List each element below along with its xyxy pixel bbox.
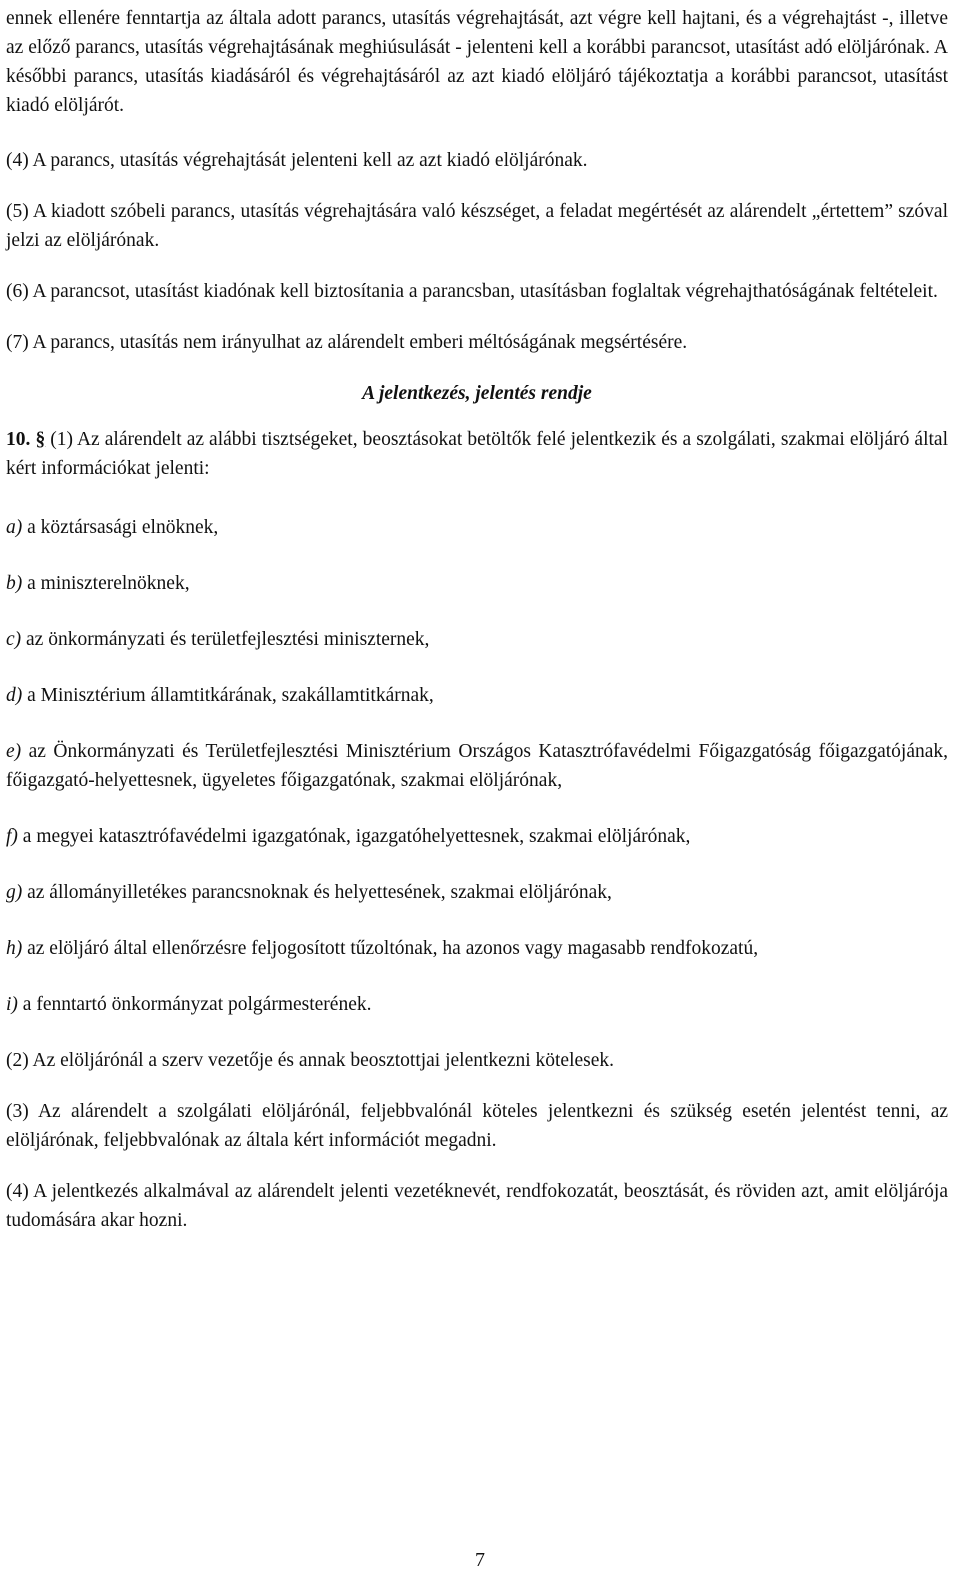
section-number: 10. (6, 429, 31, 450)
list-item (6, 822, 948, 851)
list-item-text: az elöljáró által ellenőrzésre feljogosított tűzoltónak, ha azonos vagy magasabb rendfokozatú, (27, 938, 759, 959)
list-item-text: a Minisztérium államtitkárának, szakállamtitkárnak, (27, 685, 434, 706)
list-item-letter: b) (6, 573, 23, 594)
list-item-text: a megyei katasztrófavédelmi igazgatónak, igazgatóhelyettesnek, szakmai elöljárónak, (22, 826, 691, 847)
recipient-list (6, 513, 948, 1019)
list-item (6, 569, 948, 598)
section-sign: § (35, 429, 46, 450)
paragraph-7: (7) A parancs, utasítás nem irányulhat az alárendelt emberi méltóságának megsértésére. (6, 332, 688, 353)
paragraph-5: (5) A kiadott szóbeli parancs, utasítás végrehajtására való készséget, a feladat megértését az alárendelt „értettem” szóval jelzi az elöljárónak. (6, 201, 948, 251)
list-item (6, 737, 948, 795)
list-item (6, 934, 948, 963)
list-item-text: az Önkormányzati és Területfejlesztési Minisztérium Országos Katasztrófavédelmi Főigazgatóság főigazgatójának, főigazgató-helyettesnek, ügyeletes főigazgatónak, szakmai elöljárónak, (6, 741, 949, 791)
paragraph-continuation: ennek ellenére fenntartja az általa adott parancs, utasítás végrehajtását, azt végre kell hajtani, és a végrehajtást -, illetve az előző parancs, utasítás végrehajtásának meghiúsulását - jelenteni kell a korábbi parancsot, utasítást adó elöljárónak. A későbbi parancs, utasítás kiadásáról és végrehajtásáról az azt kiadó elöljáró tájékoztatja a korábbi parancsot, utasítást kiadó elöljárót. (6, 8, 948, 116)
list-item-letter: i) (6, 994, 18, 1015)
section-10-intro (6, 425, 948, 483)
paragraph-6: (6) A parancsot, utasítást kiadónak kell biztosítania a parancsban, utasításban foglaltak végrehajthatóságának feltételeit. (6, 281, 938, 302)
list-item (6, 625, 948, 654)
section-intro-text: (1) Az alárendelt az alábbi tisztségeket, beosztásokat betöltők felé jelentkezik és a szolgálati, szakmai elöljáró által kért információkat jelenti: (6, 429, 948, 479)
list-item-letter: c) (6, 629, 22, 650)
list-item-letter: e) (6, 741, 22, 762)
list-item-letter: h) (6, 938, 23, 959)
list-item-letter: a) (6, 517, 23, 538)
list-item (6, 990, 948, 1019)
list-item-text: az állományilletékes parancsnoknak és helyettesének, szakmai elöljárónak, (27, 882, 612, 903)
list-item-text: a fenntartó önkormányzat polgármesterének. (22, 994, 372, 1015)
paragraph-10-3: (3) Az alárendelt a szolgálati elöljárónál, feljebbvalónál köteles jelentkezni és szükség esetén jelentést tenni, az elöljárónak, feljebbvalónak az általa kért információt megadni. (6, 1101, 948, 1151)
list-item (6, 513, 948, 542)
list-item-text: az önkormányzati és területfejlesztési miniszternek, (26, 629, 430, 650)
list-item-letter: f) (6, 826, 18, 847)
list-item-letter: d) (6, 685, 23, 706)
paragraph-10-2: (2) Az elöljárónál a szerv vezetője és annak beosztottjai jelentkezni kötelesek. (6, 1050, 615, 1071)
page-number: 7 (475, 1549, 485, 1571)
paragraph-4: (4) A parancs, utasítás végrehajtását jelenteni kell az azt kiadó elöljárónak. (6, 150, 588, 171)
list-item (6, 681, 948, 710)
list-item-text: a köztársasági elnöknek, (27, 517, 219, 538)
list-item-letter: g) (6, 882, 23, 903)
list-item-text: a miniszterelnöknek, (27, 573, 190, 594)
paragraph-10-4: (4) A jelentkezés alkalmával az alárendelt jelenti vezetéknevét, rendfokozatát, beosztását, és röviden azt, amit elöljárója tudomására akar hozni. (6, 1181, 948, 1231)
list-item (6, 878, 948, 907)
section-heading: A jelentkezés, jelentés rendje (362, 383, 592, 404)
